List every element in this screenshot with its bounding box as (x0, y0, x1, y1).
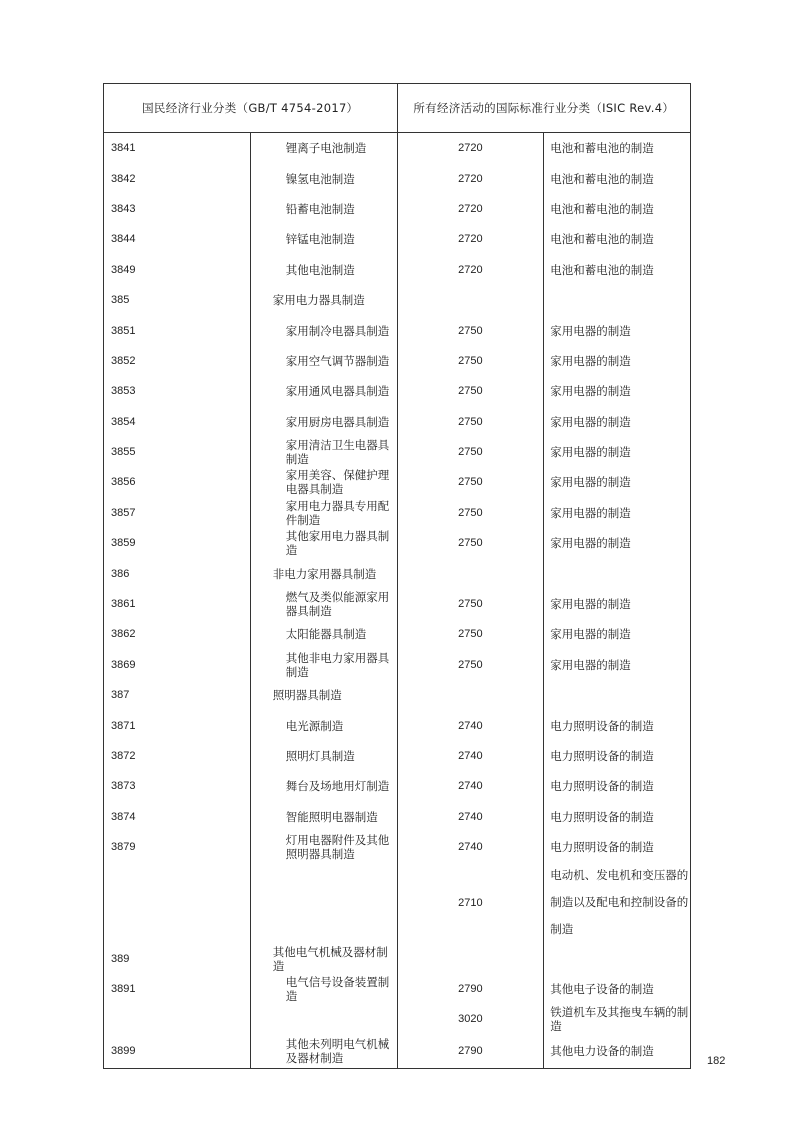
table-row (104, 1004, 691, 1034)
gbt-code-cell: 3842 (104, 163, 251, 193)
gbt-code-cell: 3844 (104, 224, 251, 254)
isic-code-cell: 2790 (397, 974, 544, 1004)
gbt-code-cell: 387 (104, 680, 251, 710)
gbt-name-cell: 其他电气机械及器材制造 (250, 943, 397, 973)
table-row (104, 376, 691, 406)
isic-code-cell: 2750 (397, 437, 544, 467)
isic-code-cell (397, 285, 544, 315)
gbt-name-cell: 家用电力器具专用配件制造 (250, 498, 397, 528)
isic-name-cell: 家用电器的制造 (544, 315, 691, 345)
isic-name-cell: 电动机、发电机和变压器的制造以及配电和控制设备的制造 (544, 862, 691, 943)
gbt-name-cell: 其他非电力家用器具制造 (250, 650, 397, 680)
isic-code-cell: 2750 (397, 528, 544, 558)
gbt-code-cell: 3859 (104, 528, 251, 558)
gbt-code-cell: 3852 (104, 346, 251, 376)
isic-code-cell: 2740 (397, 832, 544, 862)
isic-name-cell: 家用电器的制造 (544, 407, 691, 437)
gbt-code-cell: 3843 (104, 194, 251, 224)
gbt-name-cell: 电气信号设备装置制造 (250, 974, 397, 1004)
table-row (104, 619, 691, 649)
gbt-name-cell: 镍氢电池制造 (250, 163, 397, 193)
isic-code-cell: 2750 (397, 346, 544, 376)
isic-name-cell: 电池和蓄电池的制造 (544, 133, 691, 164)
gbt-code-cell: 385 (104, 285, 251, 315)
isic-name-cell: 电池和蓄电池的制造 (544, 163, 691, 193)
isic-name-cell (544, 558, 691, 588)
isic-name-cell: 家用电器的制造 (544, 528, 691, 558)
isic-code-cell: 2750 (397, 315, 544, 345)
isic-name-cell: 铁道机车及其拖曳车辆的制造 (544, 1004, 691, 1034)
table-row (104, 680, 691, 710)
gbt-name-cell: 智能照明电器制造 (250, 802, 397, 832)
table-row (104, 285, 691, 315)
isic-code-cell (397, 558, 544, 588)
table-body (104, 133, 691, 1069)
gbt-code-cell: 3855 (104, 437, 251, 467)
isic-name-cell: 电力照明设备的制造 (544, 771, 691, 801)
isic-name-cell: 电池和蓄电池的制造 (544, 255, 691, 285)
isic-code-cell: 2740 (397, 710, 544, 740)
table-header-row (104, 84, 691, 133)
table-row (104, 498, 691, 528)
isic-code-cell (397, 680, 544, 710)
table-row (104, 255, 691, 285)
gbt-code-cell: 3874 (104, 802, 251, 832)
table-row (104, 1035, 691, 1069)
table-row (104, 832, 691, 862)
isic-name-cell: 家用电器的制造 (544, 619, 691, 649)
gbt-code-cell (104, 862, 251, 943)
isic-code-cell: 2750 (397, 376, 544, 406)
isic-name-cell: 其他电子设备的制造 (544, 974, 691, 1004)
gbt-code-cell: 3856 (104, 467, 251, 497)
isic-code-cell: 2720 (397, 133, 544, 164)
isic-name-cell: 电力照明设备的制造 (544, 832, 691, 862)
isic-name-cell: 电力照明设备的制造 (544, 802, 691, 832)
header-isic-classification: 所有经济活动的国际标准行业分类（ISIC Rev.4） (397, 84, 691, 133)
gbt-code-cell: 3873 (104, 771, 251, 801)
gbt-code-cell: 3853 (104, 376, 251, 406)
isic-code-cell: 2740 (397, 771, 544, 801)
table-row (104, 943, 691, 973)
isic-name-cell: 电力照明设备的制造 (544, 710, 691, 740)
table-row (104, 558, 691, 588)
table-row (104, 741, 691, 771)
isic-name-cell: 其他电力设备的制造 (544, 1035, 691, 1069)
isic-name-cell: 家用电器的制造 (544, 498, 691, 528)
isic-code-cell: 3020 (397, 1004, 544, 1034)
gbt-name-cell: 锂离子电池制造 (250, 133, 397, 164)
gbt-name-cell: 电光源制造 (250, 710, 397, 740)
gbt-name-cell: 其他电池制造 (250, 255, 397, 285)
table-row (104, 163, 691, 193)
gbt-code-cell: 3851 (104, 315, 251, 345)
isic-code-cell: 2750 (397, 407, 544, 437)
gbt-code-cell: 3871 (104, 710, 251, 740)
isic-code-cell: 2740 (397, 802, 544, 832)
isic-code-cell: 2720 (397, 255, 544, 285)
isic-name-cell (544, 680, 691, 710)
gbt-name-cell: 非电力家用器具制造 (250, 558, 397, 588)
gbt-name-cell: 其他未列明电气机械及器材制造 (250, 1035, 397, 1069)
gbt-code-cell: 386 (104, 558, 251, 588)
gbt-code-cell: 3891 (104, 974, 251, 1004)
table-row (104, 437, 691, 467)
isic-code-cell: 2750 (397, 498, 544, 528)
gbt-name-cell: 家用通风电器具制造 (250, 376, 397, 406)
gbt-code-cell: 389 (104, 943, 251, 973)
gbt-name-cell: 家用美容、保健护理电器具制造 (250, 467, 397, 497)
gbt-name-cell: 锌锰电池制造 (250, 224, 397, 254)
gbt-name-cell: 家用厨房电器具制造 (250, 407, 397, 437)
isic-code-cell: 2750 (397, 589, 544, 619)
gbt-name-cell: 照明器具制造 (250, 680, 397, 710)
gbt-name-cell: 铅蓄电池制造 (250, 194, 397, 224)
isic-name-cell: 家用电器的制造 (544, 589, 691, 619)
gbt-code-cell: 3857 (104, 498, 251, 528)
table-row (104, 467, 691, 497)
gbt-name-cell: 家用空气调节器制造 (250, 346, 397, 376)
gbt-name-cell: 家用电力器具制造 (250, 285, 397, 315)
gbt-code-cell: 3879 (104, 832, 251, 862)
gbt-name-cell: 舞台及场地用灯制造 (250, 771, 397, 801)
isic-code-cell: 2750 (397, 619, 544, 649)
table-row (104, 224, 691, 254)
gbt-code-cell: 3861 (104, 589, 251, 619)
isic-code-cell: 2720 (397, 224, 544, 254)
gbt-name-cell: 灯用电器附件及其他照明器具制造 (250, 832, 397, 862)
table-row (104, 133, 691, 164)
gbt-code-cell (104, 1004, 251, 1034)
isic-code-cell: 2750 (397, 467, 544, 497)
gbt-name-cell: 家用制冷电器具制造 (250, 315, 397, 345)
table-row (104, 862, 691, 943)
gbt-code-cell: 3854 (104, 407, 251, 437)
isic-name-cell (544, 285, 691, 315)
gbt-code-cell: 3841 (104, 133, 251, 164)
header-gbt-classification: 国民经济行业分类（GB/T 4754-2017） (104, 84, 398, 133)
isic-code-cell: 2720 (397, 163, 544, 193)
gbt-code-cell: 3872 (104, 741, 251, 771)
table-row (104, 974, 691, 1004)
gbt-code-cell: 3899 (104, 1035, 251, 1069)
gbt-name-cell (250, 862, 397, 943)
gbt-name-cell: 燃气及类似能源家用器具制造 (250, 589, 397, 619)
gbt-name-cell: 太阳能器具制造 (250, 619, 397, 649)
table-row (104, 771, 691, 801)
isic-code-cell: 2710 (397, 862, 544, 943)
gbt-name-cell: 其他家用电力器具制造 (250, 528, 397, 558)
gbt-code-cell: 3849 (104, 255, 251, 285)
isic-code-cell: 2720 (397, 194, 544, 224)
isic-name-cell: 家用电器的制造 (544, 650, 691, 680)
gbt-code-cell: 3862 (104, 619, 251, 649)
isic-code-cell: 2790 (397, 1035, 544, 1069)
isic-code-cell: 2740 (397, 741, 544, 771)
table-row (104, 802, 691, 832)
classification-table (103, 83, 691, 1069)
isic-name-cell: 电力照明设备的制造 (544, 741, 691, 771)
table-row (104, 528, 691, 558)
gbt-name-cell: 照明灯具制造 (250, 741, 397, 771)
isic-name-cell: 电池和蓄电池的制造 (544, 224, 691, 254)
table-row (104, 650, 691, 680)
table-row (104, 315, 691, 345)
table-row (104, 710, 691, 740)
isic-code-cell: 2750 (397, 650, 544, 680)
table-row (104, 194, 691, 224)
gbt-code-cell: 3869 (104, 650, 251, 680)
isic-name-cell (544, 943, 691, 973)
table-row (104, 346, 691, 376)
table-row (104, 407, 691, 437)
isic-code-cell (397, 943, 544, 973)
isic-name-cell: 家用电器的制造 (544, 346, 691, 376)
gbt-name-cell (250, 1004, 397, 1034)
gbt-name-cell: 家用清洁卫生电器具制造 (250, 437, 397, 467)
table-row (104, 589, 691, 619)
page-number: 182 (707, 1055, 726, 1067)
isic-name-cell: 电池和蓄电池的制造 (544, 194, 691, 224)
isic-name-cell: 家用电器的制造 (544, 437, 691, 467)
isic-name-cell: 家用电器的制造 (544, 376, 691, 406)
isic-name-cell: 家用电器的制造 (544, 467, 691, 497)
